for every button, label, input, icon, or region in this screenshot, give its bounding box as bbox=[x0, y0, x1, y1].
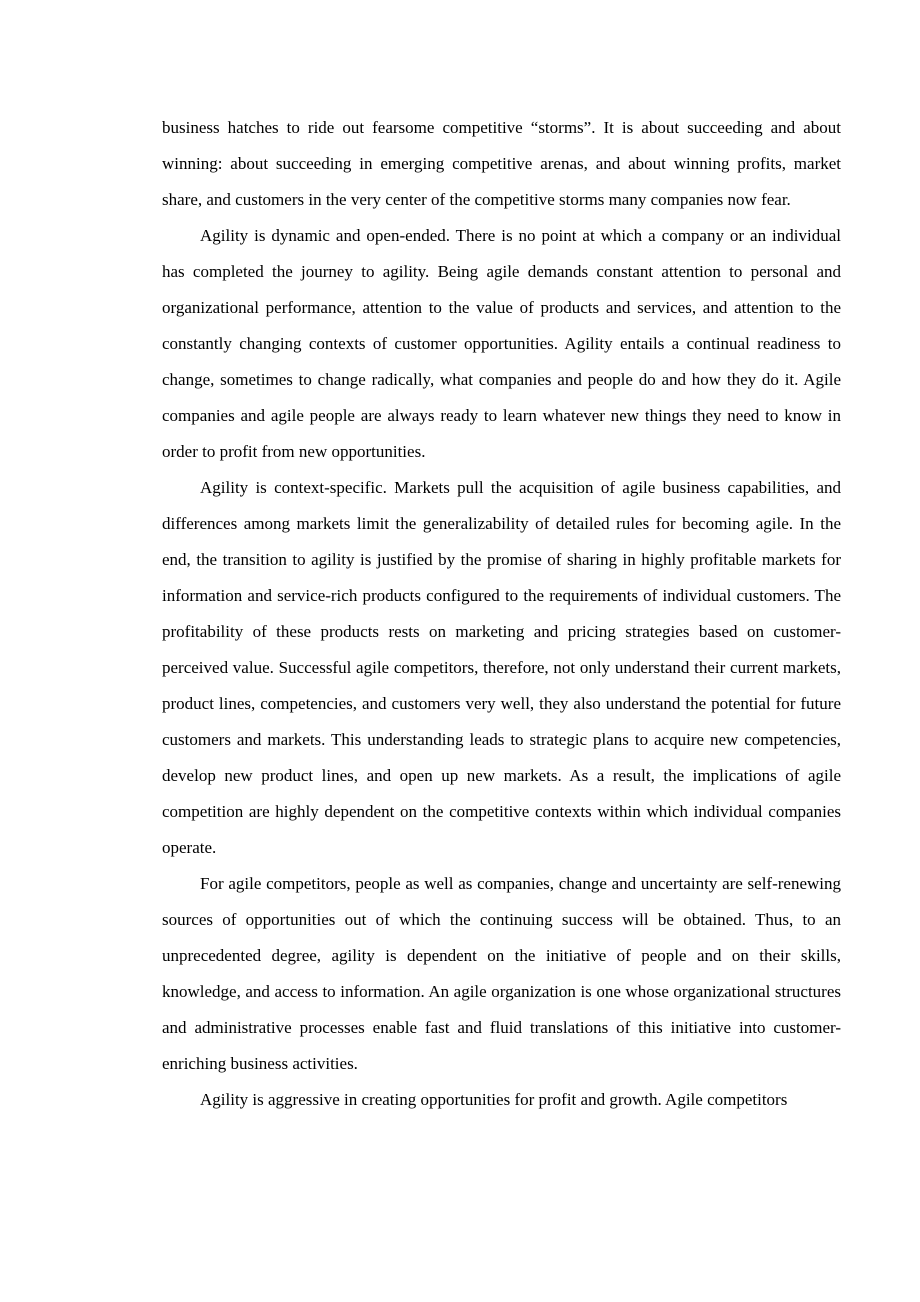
paragraph-4: For agile competitors, people as well as companies, change and uncertainty are self-renewing sources of opportunities out of which the continuing success will be obtained. Thus, to an unprecedented degree, agility is dependent on the initiative of people and on their skills, knowledge, and access to information. An agile organization is one whose organizational structures and administrative processes enable fast and fluid translations of this initiative into customer-enriching business activities. bbox=[162, 874, 841, 1073]
paragraph-5: Agility is aggressive in creating opportunities for profit and growth. Agile competitors bbox=[200, 1090, 788, 1109]
body-text bbox=[162, 110, 841, 1118]
paragraph-1: business hatches to ride out fearsome competitive “storms”. It is about succeeding and about winning: about succeeding in emerging competitive arenas, and about winning profits, market share, and customers in the very center of the competitive storms many companies now fear. bbox=[162, 118, 841, 209]
paragraph-3: Agility is context-specific. Markets pull the acquisition of agile business capabilities, and differences among markets limit the generalizability of detailed rules for becoming agile. In the end, the transition to agility is justified by the promise of sharing in highly profitable markets for information and service-rich products configured to the requirements of individual customers. The profitability of these products rests on marketing and pricing strategies based on customer-perceived value. Successful agile competitors, therefore, not only understand their current markets, product lines, competencies, and customers very well, they also understand the potential for future customers and markets. This understanding leads to strategic plans to acquire new competencies, develop new product lines, and open up new markets. As a result, the implications of agile competition are highly dependent on the competitive contexts within which individual companies operate. bbox=[162, 478, 841, 857]
paragraph-2: Agility is dynamic and open-ended. There is no point at which a company or an individual has completed the journey to agility. Being agile demands constant attention to personal and organizational performance, attention to the value of products and services, and attention to the constantly changing contexts of customer opportunities. Agility entails a continual readiness to change, sometimes to change radically, what companies and people do and how they do it. Agile companies and agile people are always ready to learn whatever new things they need to know in order to profit from new opportunities. bbox=[162, 226, 841, 461]
